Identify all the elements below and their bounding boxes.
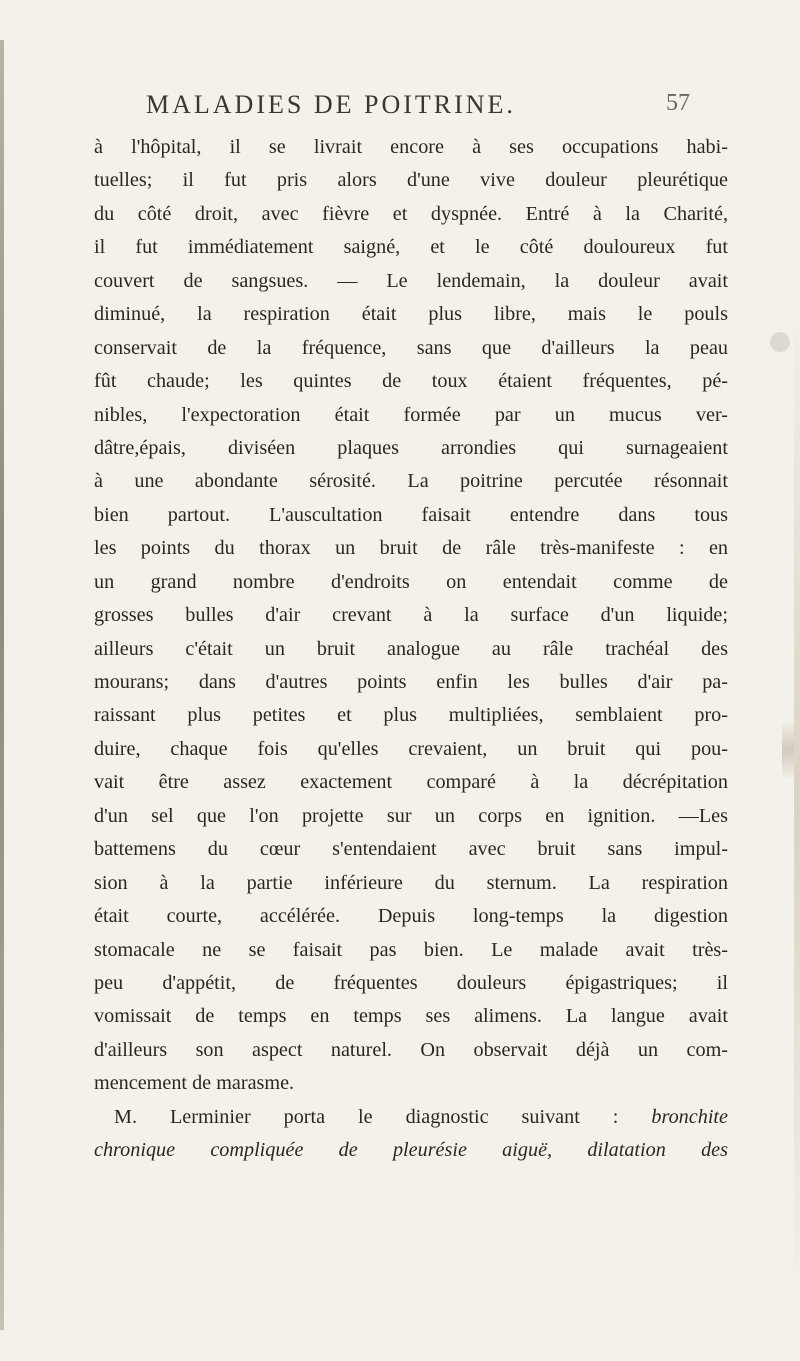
text-line: raissant plus petites et plus multipliées, semblaient pro- [94, 704, 728, 727]
diagnosis-italic-continued: chronique compliquée de pleurésie aiguë, dilatation des [94, 1139, 728, 1162]
text-line: d'un sel que l'on projette sur un corps en ignition. —Les [94, 804, 728, 827]
text-line: un grand nombre d'endroits on entendait comme de [94, 570, 728, 593]
text-line: les points du thorax un bruit de râle très-manifeste : en [94, 537, 728, 560]
text-line: grosses bulles d'air crevant à la surface d'un liquide; [94, 604, 728, 627]
diagnosis-intro: M. Lerminier porta le diagnostic suivant : [114, 1105, 652, 1128]
text-line: mencement de marasme. [94, 1072, 295, 1095]
text-line: sion à la partie inférieure du sternum. La respiration [94, 871, 728, 894]
page-stain [782, 720, 794, 780]
text-line: mourans; dans d'autres points enfin les bulles d'air pa- [94, 671, 728, 693]
text-line: fût chaude; les quintes de toux étaient fréquentes, pé- [94, 370, 728, 393]
page-spot [770, 332, 790, 352]
running-title: MALADIES DE POITRINE. [146, 90, 516, 119]
body-text [94, 131, 728, 1168]
text-line: était courte, accélérée. Depuis long-temps la digestion [94, 905, 728, 928]
page-header [120, 90, 720, 126]
page-gutter-edge [0, 40, 4, 1330]
text-line: à l'hôpital, il se livrait encore à ses occupations habi- [94, 136, 728, 158]
text-line: ailleurs c'était un bruit analogue au râle trachéal des [94, 637, 728, 660]
text-line-diagnosis-intro [94, 1101, 728, 1134]
text-line: vomissait de temps en temps ses alimens. La langue avait [94, 1005, 728, 1028]
text-line: à une abondante sérosité. La poitrine percutée résonnait [94, 470, 728, 493]
page-edge-shadow [794, 300, 800, 1300]
text-line: stomacale ne se faisait pas bien. Le malade avait très- [94, 938, 728, 961]
text-line: bien partout. L'auscultation faisait entendre dans tous [94, 503, 728, 526]
text-line-diagnosis [94, 1134, 728, 1167]
text-line: dâtre,épais, diviséen plaques arrondies qui surnageaient [94, 436, 728, 459]
text-line: il fut immédiatement saigné, et le côté douloureux fut [94, 236, 728, 259]
text-line: conservait de la fréquence, sans que d'ailleurs la peau [94, 336, 728, 359]
text-line: d'ailleurs son aspect naturel. On observait déjà un com- [94, 1038, 728, 1061]
diagnosis-italic: bronchite [651, 1105, 728, 1128]
text-line: nibles, l'expectoration était formée par un mucus ver- [94, 403, 728, 426]
text-line: duire, chaque fois qu'elles crevaient, un bruit qui pou- [94, 737, 728, 760]
text-line: tuelles; il fut pris alors d'une vive douleur pleurétique [94, 169, 728, 192]
text-line: vait être assez exactement comparé à la décrépitation [94, 771, 728, 794]
text-line: battemens du cœur s'entendaient avec bruit sans impul- [94, 838, 728, 861]
text-line: couvert de sangsues. — Le lendemain, la douleur avait [94, 269, 728, 292]
page-number: 57 [666, 90, 690, 116]
text-line: peu d'appétit, de fréquentes douleurs épigastriques; il [94, 971, 728, 994]
text-line: du côté droit, avec fièvre et dyspnée. Entré à la Charité, [94, 202, 728, 225]
text-line: diminué, la respiration était plus libre, mais le pouls [94, 303, 728, 326]
